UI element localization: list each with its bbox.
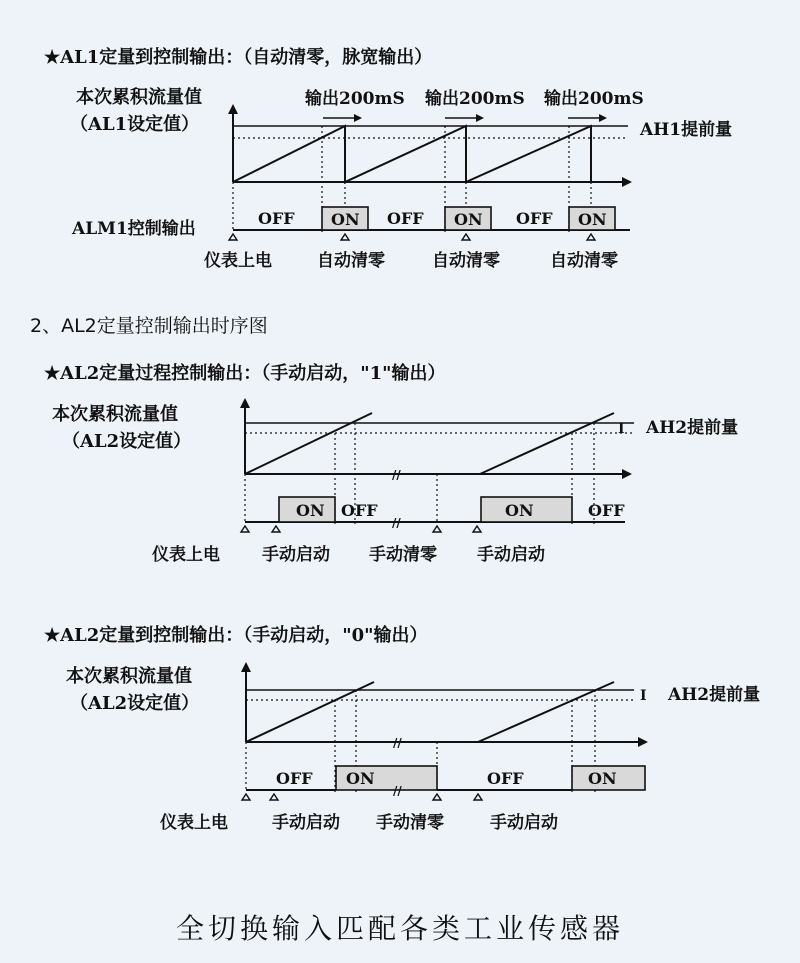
al1-pulse-label-2: 输出200mS <box>425 89 525 109</box>
al2b-state-4: ON <box>588 769 617 788</box>
al1-state-1: OFF <box>258 209 295 228</box>
svg-text:I: I <box>640 688 647 704</box>
al2a-event-2: 手动启动 <box>262 545 330 565</box>
section-2-title: 2、AL2定量控制输出时序图 <box>30 315 268 337</box>
al2b-heading: ★AL2定量到控制输出：（手动启动，"0"输出） <box>44 625 428 646</box>
al1-advance-label: AH1提前量 <box>640 120 733 140</box>
al1-state-5: OFF <box>516 209 553 228</box>
al1-state-2: ON <box>331 210 360 229</box>
al1-output-label: ALM1控制输出 <box>72 219 196 239</box>
al1-event-marker-3 <box>462 234 470 240</box>
al1-y-label: 本次累积流量值 <box>76 87 202 108</box>
al2a-y-sub: （AL2设定值） <box>62 431 192 452</box>
al2b-advance-label: AH2提前量 <box>668 685 761 705</box>
al1-event-marker-2 <box>341 234 349 240</box>
al2b-state-2: ON <box>346 769 375 788</box>
al2a-event-1: 仪表上电 <box>152 545 220 565</box>
al1-accumulation-curve <box>233 126 591 182</box>
al1-event-marker-4 <box>587 234 595 240</box>
al2b-y-label: 本次累积流量值 <box>66 666 192 687</box>
al1-state-3: OFF <box>387 209 424 228</box>
footer-slogan: 全切换输入匹配各类工业传感器 <box>175 912 625 945</box>
al2b-diagram <box>44 624 760 833</box>
al2a-state-4: OFF <box>588 501 625 520</box>
al2a-diagram <box>44 362 738 565</box>
al1-event-4: 自动清零 <box>550 251 618 271</box>
al2b-state-3: OFF <box>487 769 524 788</box>
al1-state-6: ON <box>578 210 607 229</box>
al2b-state-1: OFF <box>276 769 313 788</box>
al2b-event-4: 手动启动 <box>490 813 558 833</box>
al1-x-arrow <box>622 177 632 187</box>
al2a-state-3: ON <box>505 501 534 520</box>
al1-state-4: ON <box>454 210 483 229</box>
al2a-advance-label: AH2提前量 <box>646 418 739 438</box>
svg-text://: // <box>392 516 401 530</box>
al1-pulse-label-1: 输出200mS <box>305 89 405 109</box>
al1-event-3: 自动清零 <box>432 251 500 271</box>
al2b-event-3: 手动清零 <box>376 813 444 833</box>
al1-diagram <box>44 46 732 271</box>
al1-y-arrow <box>228 104 238 114</box>
al1-event-2: 自动清零 <box>317 251 385 271</box>
al2a-heading: ★AL2定量过程控制输出：（手动启动，"1"输出） <box>44 363 446 384</box>
al2a-event-3: 手动清零 <box>369 545 437 565</box>
al2a-event-4: 手动启动 <box>477 545 545 565</box>
al1-heading: ★AL1定量到控制输出：（自动清零，脉宽输出） <box>44 47 433 68</box>
al1-event-1: 仪表上电 <box>204 251 272 271</box>
al1-event-marker-1 <box>229 234 237 240</box>
al2a-state-1: ON <box>296 501 325 520</box>
al1-pulse-label-3: 输出200mS <box>544 89 644 109</box>
svg-text://: // <box>392 468 401 482</box>
al2a-state-2: OFF <box>341 501 378 520</box>
svg-text://: // <box>393 784 402 798</box>
svg-text://: // <box>393 736 402 750</box>
al1-y-sub: （AL1设定值） <box>70 114 200 135</box>
al2b-event-2: 手动启动 <box>272 813 340 833</box>
svg-text:I: I <box>618 421 625 437</box>
al2b-y-sub: （AL2设定值） <box>70 693 200 714</box>
al2a-y-label: 本次累积流量值 <box>52 404 178 425</box>
al2b-event-1: 仪表上电 <box>160 813 228 833</box>
